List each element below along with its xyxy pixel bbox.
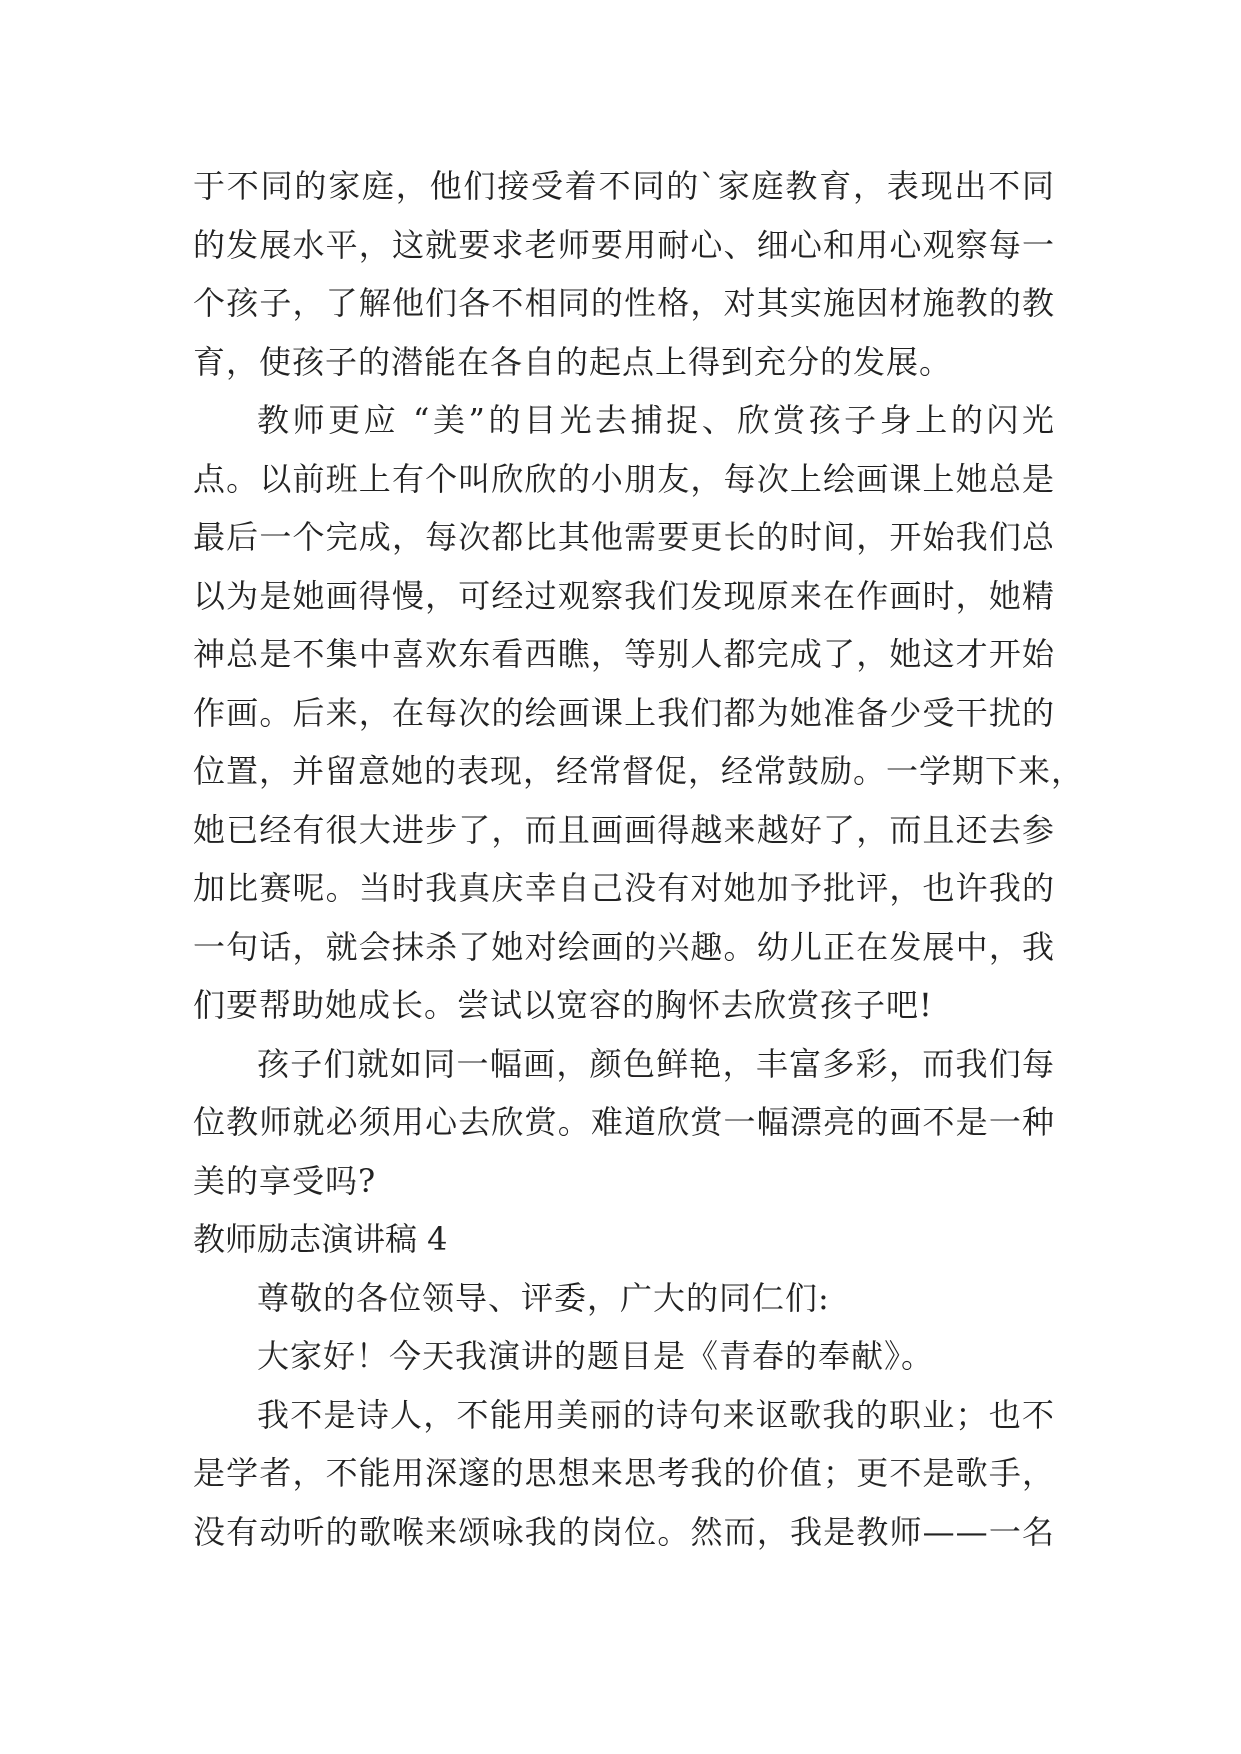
text-line: 我不是诗人，不能用美丽的诗句来讴歌我的职业；也不 xyxy=(257,1395,1055,1434)
text-line: 位教师就必须用心去欣赏。难道欣赏一幅漂亮的画不是一种 xyxy=(193,1103,1055,1141)
text-line: 神总是不集中喜欢东看西瞧，等别人都完成了，她这才开始 xyxy=(193,635,1055,673)
text-line: 一句话，就会抹杀了她对绘画的兴趣。幼儿正在发展中，我 xyxy=(193,927,1055,966)
text-line: 点。以前班上有个叫欣欣的小朋友，每次上绘画课上她总是 xyxy=(193,459,1055,498)
text-line: 她已经有很大进步了，而且画画得越来越好了，而且还去参 xyxy=(193,810,1055,849)
text-line: 最后一个完成，每次都比其他需要更长的时间，开始我们总 xyxy=(193,518,1055,556)
text-line: 是学者，不能用深邃的思想来思考我的价值；更不是歌手， xyxy=(193,1454,1055,1492)
text-line: 个孩子，了解他们各不相同的性格，对其实施因材施教的教 xyxy=(193,284,1055,322)
text-line: 作画。后来，在每次的绘画课上我们都为她准备少受干扰的 xyxy=(193,693,1055,732)
text-line: 们要帮助她成长。尝试以宽容的胸怀去欣赏孩子吧! xyxy=(193,986,933,1024)
text-line: 加比赛呢。当时我真庆幸自己没有对她加予批评，也许我的 xyxy=(193,869,1055,907)
text-line: 教师更应 “美”的目光去捕捉、欣赏孩子身上的闪光 xyxy=(257,401,1055,439)
text-line: 没有动听的歌喉来颂咏我的岗位。然而，我是教师——一名 xyxy=(193,1512,1055,1551)
text-line: 位置，并留意她的表现，经常督促，经常鼓励。一学期下来， xyxy=(193,752,1085,790)
section-heading: 教师励志演讲稿 4 xyxy=(193,1220,448,1258)
text-line: 育，使孩子的潜能在各自的起点上得到充分的发展。 xyxy=(193,342,953,381)
greeting-line: 大家好！今天我演讲的题目是《青春的奉献》。 xyxy=(257,1337,935,1375)
text-line: 孩子们就如同一幅画，颜色鲜艳，丰富多彩，而我们每 xyxy=(257,1044,1055,1083)
text-line: 于不同的家庭，他们接受着不同的`家庭教育，表现出不同 xyxy=(193,167,1055,205)
text-line: 美的享受吗? xyxy=(193,1161,377,1200)
salutation-line: 尊敬的各位领导、评委，广大的同仁们: xyxy=(257,1278,830,1317)
text-line: 以为是她画得慢，可经过观察我们发现原来在作画时，她精 xyxy=(193,576,1055,615)
text-line: 的发展水平，这就要求老师要用耐心、细心和用心观察每一 xyxy=(193,225,1055,264)
document-body xyxy=(193,157,1085,1561)
